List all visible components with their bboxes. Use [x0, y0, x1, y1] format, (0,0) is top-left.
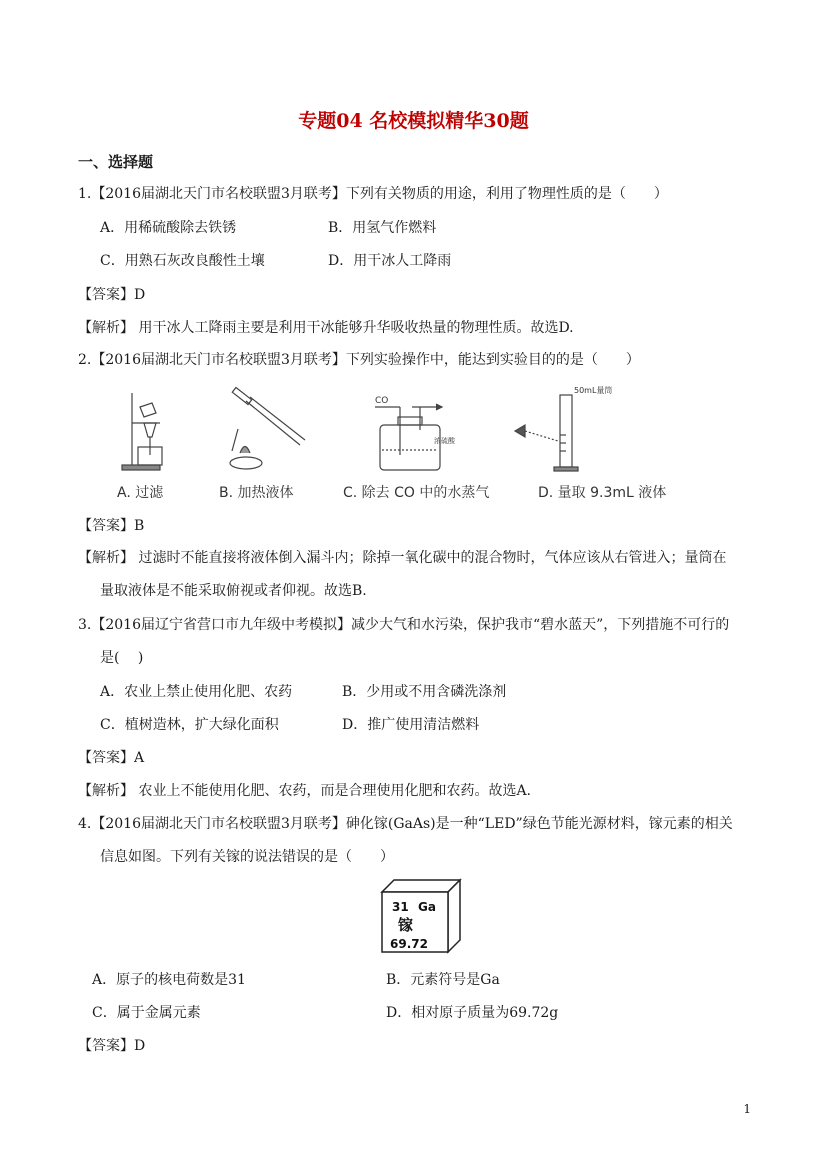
- q1-option-a: A．用稀硫酸除去铁锈: [100, 220, 237, 236]
- q4-option-d: D．相对原子质量为69.72g: [386, 1005, 559, 1021]
- q2-analysis-line2: 量取液体是不能采取俯视或者仰视。故选B.: [100, 583, 367, 599]
- q2-stem: 2.【2016届湖北天门市名校联盟3月联考】下列实验操作中，能达到实验目的的是（ ）: [78, 352, 640, 368]
- page-number: 1: [743, 1102, 751, 1116]
- q4-stem-line2: 信息如图。下列有关镓的说法错误的是（ ）: [100, 849, 394, 865]
- q4-option-c: C．属于金属元素: [92, 1005, 201, 1021]
- q4-option-a: A．原子的核电荷数是31: [92, 972, 246, 988]
- q1-analysis: 【解析】 用干冰人工降雨主要是利用干冰能够升华吸收热量的物理性质。故选D.: [78, 320, 574, 336]
- cylinder-label: 50mL量筒: [574, 386, 613, 395]
- figure-caption-c: C. 除去 CO 中的水蒸气: [343, 485, 490, 501]
- element-name: 镓: [398, 916, 414, 934]
- q3-stem-line2: 是( ): [100, 650, 144, 666]
- q3-analysis: 【解析】 农业上不能使用化肥、农药，而是合理使用化肥和农药。故选A.: [78, 783, 532, 799]
- heating-liquid-icon: [230, 387, 305, 469]
- q1-option-d: D．用干冰人工降雨: [328, 253, 452, 269]
- q3-answer: 【答案】A: [78, 750, 145, 766]
- q2-analysis-line1: 【解析】 过滤时不能直接将液体倒入漏斗内；除掉一氧化碳中的混合物时，气体应该从右管进入；量筒在: [78, 550, 727, 566]
- graduated-cylinder-icon: [515, 395, 578, 471]
- q4-answer: 【答案】D: [78, 1038, 146, 1054]
- q3-option-b: B．少用或不用含磷洗涤剂: [342, 684, 507, 700]
- gallium-element-card: [382, 880, 462, 952]
- q1-option-b: B．用氢气作燃料: [328, 220, 437, 236]
- q3-option-a: A．农业上禁止使用化肥、农药: [100, 684, 293, 700]
- q1-answer: 【答案】D: [78, 287, 146, 303]
- section-heading: 一、选择题: [78, 153, 154, 171]
- element-symbol: Ga: [418, 900, 436, 914]
- q3-option-c: C．植树造林，扩大绿化面积: [100, 717, 279, 733]
- element-number: 31: [392, 900, 409, 914]
- figure-caption-b: B. 加热液体: [219, 485, 294, 501]
- acid-label: 浓硫酸: [434, 437, 455, 445]
- q1-option-c: C．用熟石灰改良酸性土壤: [100, 253, 265, 269]
- q3-option-d: D．推广使用清洁燃料: [342, 717, 480, 733]
- element-mass: 69.72: [390, 937, 428, 951]
- q1-stem: 1.【2016届湖北天门市名校联盟3月联考】下列有关物质的用途，利用了物理性质的是（ ）: [78, 186, 668, 202]
- q2-answer: 【答案】B: [78, 518, 145, 534]
- figure-caption-a: A. 过滤: [117, 485, 164, 501]
- page-title: 专题04 名校模拟精华30题: [298, 110, 529, 132]
- co-label: CO: [375, 396, 389, 406]
- q4-option-b: B．元素符号是Ga: [386, 972, 500, 988]
- gas-wash-bottle-icon: [375, 404, 442, 470]
- filtration-apparatus-icon: [122, 393, 162, 470]
- lab-operations-figure: [100, 385, 720, 480]
- figure-caption-d: D. 量取 9.3mL 液体: [538, 485, 667, 501]
- q3-stem-line1: 3.【2016届辽宁省营口市九年级中考模拟】减少大气和水污染，保护我市“碧水蓝天”，下列措施不可行的: [78, 617, 730, 633]
- q4-stem-line1: 4.【2016届湖北天门市名校联盟3月联考】砷化镓(GaAs)是一种“LED”绿色节能光源材料，镓元素的相关: [78, 816, 733, 832]
